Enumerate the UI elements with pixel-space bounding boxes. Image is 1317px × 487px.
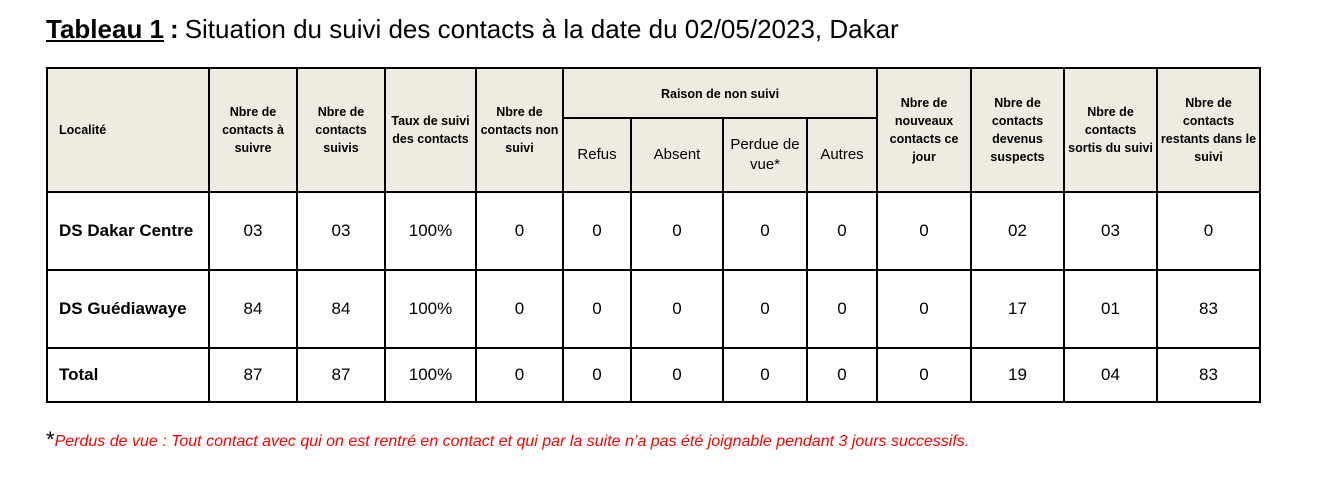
cell-value: 0 (631, 348, 723, 402)
cell-value: 0 (723, 192, 807, 270)
cell-value: 0 (807, 348, 877, 402)
row-localite: DS Dakar Centre (47, 192, 209, 270)
footnote-asterisk: * (46, 427, 55, 452)
cell-value: 100% (385, 348, 476, 402)
header-perdue-de-vue: Perdue de vue* (723, 118, 807, 192)
cell-value: 0 (723, 270, 807, 348)
cell-value: 87 (209, 348, 297, 402)
cell-value: 0 (807, 270, 877, 348)
cell-value: 84 (209, 270, 297, 348)
header-contacts-sortis: Nbre de contacts sortis du suivi (1064, 68, 1157, 192)
cell-value: 0 (563, 270, 631, 348)
footnote-text: Perdus de vue : Tout contact avec qui on est rentré en contact et qui par la suite n’a pas été joignable pendant 3 jours successifs. (54, 433, 970, 450)
header-contacts-suspects: Nbre de contacts devenus suspects (971, 68, 1064, 192)
cell-value: 0 (563, 192, 631, 270)
header-taux-suivi: Taux de suivi des contacts (385, 68, 476, 192)
cell-value: 0 (723, 348, 807, 402)
table-row-total (47, 348, 1260, 402)
header-autres: Autres (807, 118, 877, 192)
cell-value: 84 (297, 270, 385, 348)
cell-value: 03 (209, 192, 297, 270)
table-title-colon: : (170, 14, 179, 44)
cell-value: 83 (1157, 270, 1260, 348)
cell-value: 87 (297, 348, 385, 402)
cell-value: 0 (877, 270, 971, 348)
cell-value: 17 (971, 270, 1064, 348)
header-contacts-suivis: Nbre de contacts suivis (297, 68, 385, 192)
cell-value: 0 (1157, 192, 1260, 270)
header-localite: Localité (47, 68, 209, 192)
header-refus: Refus (563, 118, 631, 192)
header-nouveaux-contacts: Nbre de nouveaux contacts ce jour (877, 68, 971, 192)
table-row (47, 192, 1260, 270)
cell-value: 0 (476, 348, 563, 402)
header-contacts-a-suivre: Nbre de contacts à suivre (209, 68, 297, 192)
cell-value: 0 (877, 348, 971, 402)
cell-value: 03 (1064, 192, 1157, 270)
contacts-table (46, 67, 1261, 403)
row-localite: Total (47, 348, 209, 402)
header-contacts-restants: Nbre de contacts restants dans le suivi (1157, 68, 1260, 192)
cell-value: 0 (631, 192, 723, 270)
cell-value: 03 (297, 192, 385, 270)
cell-value: 04 (1064, 348, 1157, 402)
cell-value: 19 (971, 348, 1064, 402)
cell-value: 83 (1157, 348, 1260, 402)
header-raison-non-suivi: Raison de non suivi (563, 68, 877, 118)
table-title (46, 14, 899, 45)
cell-value: 02 (971, 192, 1064, 270)
cell-value: 100% (385, 270, 476, 348)
table-title-label: Tableau 1 (46, 14, 165, 44)
cell-value: 100% (385, 192, 476, 270)
header-absent: Absent (631, 118, 723, 192)
cell-value: 0 (563, 348, 631, 402)
table-row (47, 270, 1260, 348)
cell-value: 0 (877, 192, 971, 270)
cell-value: 01 (1064, 270, 1157, 348)
footnote (46, 427, 969, 453)
header-non-suivi: Nbre de contacts non suivi (476, 68, 563, 192)
cell-value: 0 (807, 192, 877, 270)
table-title-text: Situation du suivi des contacts à la date du 02/05/2023, Dakar (184, 14, 899, 44)
cell-value: 0 (476, 270, 563, 348)
row-localite: DS Guédiawaye (47, 270, 209, 348)
cell-value: 0 (476, 192, 563, 270)
cell-value: 0 (631, 270, 723, 348)
